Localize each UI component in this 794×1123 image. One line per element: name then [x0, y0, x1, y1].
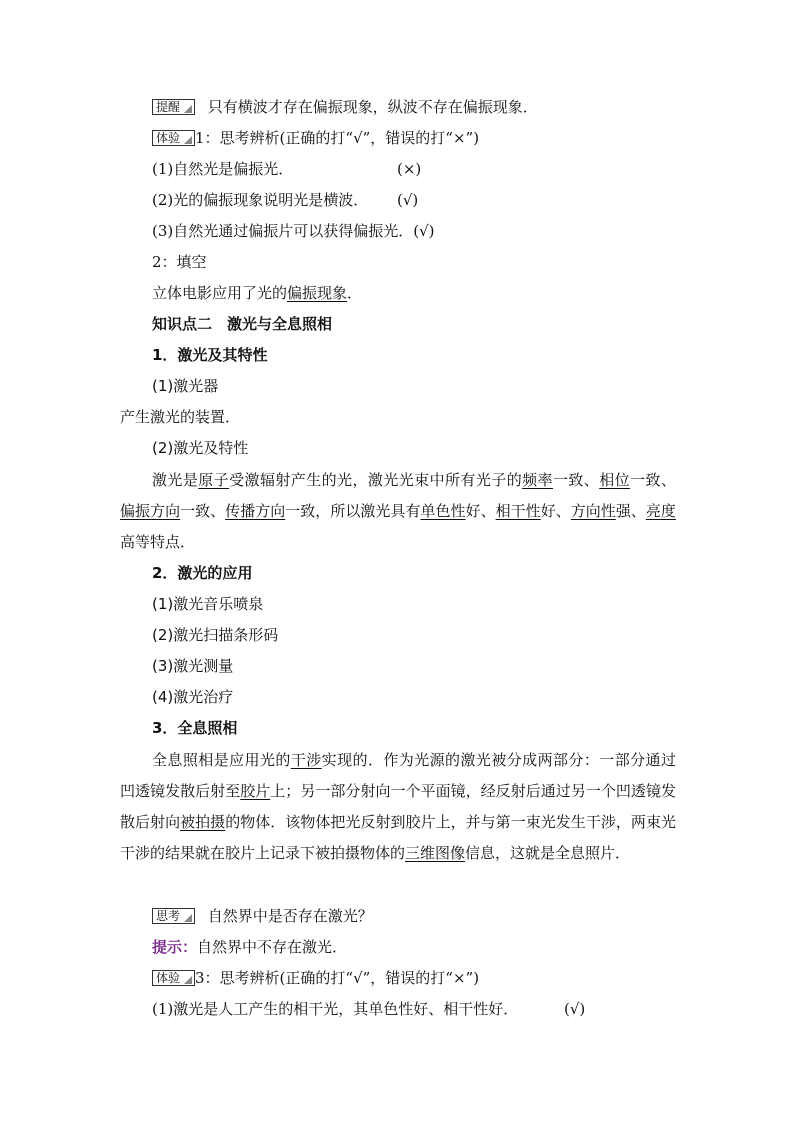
- subsection-2-title: 2．激光的应用: [152, 564, 253, 582]
- exp3-tag: 体验: [152, 970, 195, 986]
- app-item-3: (3)激光测量: [152, 657, 234, 675]
- tip-row: [152, 97, 538, 117]
- think-tag: 思考: [152, 908, 195, 924]
- app-item-1: (1)激光音乐喷泉: [152, 595, 264, 613]
- exp1-item-3: (3)自然光通过偏振片可以获得偏振光．(√): [152, 222, 435, 240]
- holography-paragraph: 全息照相是应用光的干涉实现的．作为光源的激光被分成两部分：一部分通过凹透镜发散后射至胶片上；另一部分射向一个平面镜，经反射后通过另一个凹透镜发散后射向被拍摄的物体．该物体把光反射到胶片上，并与第一束光发生干涉，两束光干涉的结果就在胶片上记录下被拍摄物体的三维图像信息，这就是全息照片．: [120, 751, 676, 862]
- exp3-answer-1: (√): [564, 1000, 586, 1018]
- think-row: [152, 906, 373, 926]
- tip-tag: 提醒: [152, 99, 195, 115]
- hint-text: 自然界中不存在激光．: [197, 938, 348, 956]
- exp1-item-2: (2)光的偏振现象说明光是横波． (√): [152, 191, 419, 209]
- laser-property-title: (2)激光及特性: [152, 439, 249, 457]
- laser-device-text: 产生激光的装置．: [120, 408, 241, 426]
- tip-text: 只有横波才存在偏振现象，纵波不存在偏振现象．: [207, 98, 538, 116]
- laser-property-paragraph: 激光是原子受激辐射产生的光，激光光束中所有光子的频率一致、相位一致、偏振方向一致、传播方向一致，所以激光具有单色性好、相干性好、方向性强、亮度高等特点．: [120, 471, 676, 551]
- exp3-title: 3：思考辨析(正确的打“√”，错误的打“×”): [195, 969, 480, 987]
- fill-title: 2：填空: [152, 253, 207, 271]
- subsection-3-title: 3．全息照相: [152, 719, 238, 737]
- exp3-item-1: (1)激光是人工产生的相干光，其单色性好、相干性好． (√): [152, 1000, 586, 1018]
- exp1-title-row: [152, 128, 479, 148]
- exp1-answer-2: (√): [397, 191, 419, 209]
- hint-label: 提示：: [152, 938, 198, 956]
- exp1-answer-3: (√): [413, 222, 435, 240]
- section-heading: 知识点二 激光与全息照相: [152, 315, 333, 333]
- think-text: 自然界中是否存在激光？: [207, 907, 373, 925]
- app-item-4: (4)激光治疗: [152, 688, 234, 706]
- fill-answer: 偏振现象: [287, 284, 348, 302]
- app-item-2: (2)激光扫描条形码: [152, 626, 279, 644]
- exp1-item-1: (1)自然光是偏振光． (×): [152, 160, 422, 178]
- fill-line: 立体电影应用了光的偏振现象．: [152, 284, 363, 302]
- exp1-tag: 体验: [152, 130, 195, 146]
- exp1-answer-1: (×): [397, 160, 422, 178]
- laser-device-title: (1)激光器: [152, 377, 219, 395]
- exp3-title-row: [152, 968, 479, 988]
- exp1-title: 1：思考辨析(正确的打“√”，错误的打“×”): [195, 129, 480, 147]
- subsection-1-title: 1．激光及其特性: [152, 346, 268, 364]
- hint-row: [152, 937, 347, 957]
